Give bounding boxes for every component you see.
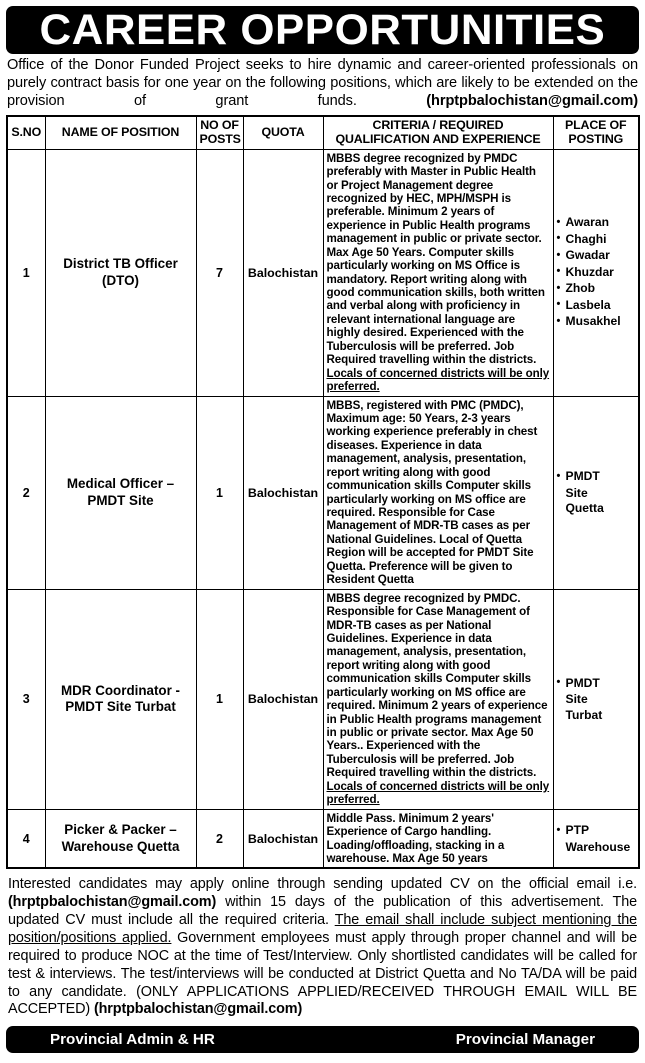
place-continuation-line: Site	[565, 692, 588, 707]
page-title: CAREER OPPORTUNITIES	[39, 6, 606, 54]
cell-place-of-posting	[553, 396, 639, 589]
cell-position-name: MDR Coordinator -PMDT Site Turbat	[45, 589, 196, 809]
note-part3: Government employees must apply through proper channel and will be required to produce NOC at the time of Test/Interview. Only shortlisted candidates will be called for test & interviews. The test/interviews will be conducted at District Quetta and No TA/DA will be paid to any candidate. (ONLY APPLICATIONS APPLIED/RECEIVED THROUGH EMAIL WILL BE ACCEPTED)	[8, 930, 637, 1018]
place-continuation-line: Quetta	[565, 501, 604, 516]
criteria-text: Middle Pass. Minimum 2 years' Experience of Cargo handling. Loading/offloading, stacking in a warehouse. Max Age 50 years	[326, 811, 505, 865]
cell-sno: 2	[7, 396, 45, 589]
place-list-item: • Khuzdar	[557, 265, 636, 280]
place-list-item: • PTP	[557, 823, 636, 838]
cell-criteria	[323, 396, 553, 589]
header-banner	[6, 6, 639, 54]
intro-email: (hrptpbalochistan@gmail.com)	[426, 92, 638, 109]
place-list-item: • Chaghi	[557, 232, 636, 247]
column-header-criteria: CRITERIA / REQUIRED QUALIFICATION AND EXPERIENCE	[323, 116, 553, 149]
note-underlined: The email shall include subject mentioning the position/positions applied.	[8, 912, 637, 946]
table-header-row	[7, 116, 639, 149]
criteria-underlined-text: Locals of concerned districts will be only preferred.	[326, 366, 550, 394]
criteria-underlined-text: Locals of concerned districts will be only preferred.	[326, 779, 550, 807]
cell-sno: 3	[7, 589, 45, 809]
column-header-name: NAME OF POSITION	[45, 116, 196, 149]
cell-quota: Balochistan	[243, 809, 323, 868]
table-row	[7, 809, 639, 868]
cell-position-name: District TB Officer (DTO)	[45, 149, 196, 396]
note-part2: within 15 days of the publication of this advertisement. The updated CV must include all the required criteria.	[8, 894, 637, 929]
note-email-1: (hrptpbalochistan@gmail.com)	[8, 894, 217, 911]
place-list	[557, 823, 636, 838]
place-continuation-line: Site	[565, 485, 588, 500]
column-header-sno: S.NO	[7, 116, 45, 149]
intro-paragraph	[7, 57, 638, 110]
cell-position-name: Picker & Packer – Warehouse Quetta	[45, 809, 196, 868]
place-list-item: • Musakhel	[557, 314, 636, 329]
note-email-2: (hrptpbalochistan@gmail.com)	[93, 1001, 303, 1018]
cell-sno: 1	[7, 149, 45, 396]
table-row	[7, 396, 639, 589]
place-continuation-line: Turbat	[565, 707, 603, 722]
cell-sno: 4	[7, 809, 45, 868]
column-header-posts: NO OF POSTS	[196, 116, 243, 149]
cell-position-name: Medical Officer – PMDT Site	[45, 396, 196, 589]
cell-no-of-posts: 2	[196, 809, 243, 868]
column-header-quota: QUOTA	[243, 116, 323, 149]
place-list-item: • Lasbela	[557, 298, 636, 313]
footer-bar	[6, 1026, 639, 1053]
place-list-item: • PMDT	[557, 469, 636, 484]
cell-criteria	[323, 149, 553, 396]
cell-place-of-posting	[553, 589, 639, 809]
place-list-item: • Gwadar	[557, 248, 636, 263]
footer-right-label: Provincial Manager	[455, 1031, 595, 1049]
positions-table	[6, 115, 640, 869]
place-list	[557, 469, 636, 484]
table-row	[7, 589, 639, 809]
criteria-text: MBBS, registered with PMC (PMDC), Maximum age: 50 Years, 2-3 years working experience preferably in chest diseases. Experience in data management, analysis, presentation, report writing along with good communication skills Computer skills particularly working on MS office are required. Responsible for Case Management of MDR-TB cases as per National Guidelines. Local of Quetta Region will be accepted for PMDT Site Quetta. Preference will be given to Resident Quetta	[326, 398, 538, 587]
place-list-item: • Zhob	[557, 281, 636, 296]
cell-no-of-posts: 1	[196, 396, 243, 589]
table-header	[7, 116, 639, 149]
place-list	[557, 676, 636, 691]
cell-place-of-posting	[553, 149, 639, 396]
footer-left-label: Provincial Admin & HR	[50, 1031, 215, 1049]
place-list-item: • PMDT	[557, 676, 636, 691]
criteria-text: MBBS degree recognized by PMDC preferably with Master in Public Health or Project Management degree recognized by HEC, MPH/MSPH is preferable. Minimum 2 years of experience in Public Health programs management in public or private sector. Max Age 50 Years. Computer skills particularly working on MS Office is mandatory. Report writing along with good communication skills, both written and verbal along with proficiency in relevant international language are highly desired. Experienced with the Tuberculosis will be preferred. Job Required travelling within the districts.	[326, 151, 545, 367]
cell-no-of-posts: 1	[196, 589, 243, 809]
place-continuation-line: Warehouse	[565, 839, 631, 854]
application-instructions	[8, 876, 637, 1019]
cell-quota: Balochistan	[243, 149, 323, 396]
place-list	[557, 215, 636, 329]
criteria-text: MBBS degree recognized by PMDC. Responsible for Case Management of MDR-TB cases as per National Guidelines. Experience in data management, analysis, presentation, report writing along with good communication skills Computer skills particularly working on MS office are required. Minimum 2 years of experience in Public Health programs management in public or private sector. Max Age 50 Years.. Experienced with the Tuberculosis will be preferred. Job Required travelling within the districts.	[326, 591, 548, 780]
cell-place-of-posting	[553, 809, 639, 868]
cell-criteria	[323, 809, 553, 868]
intro-text: Office of the Donor Funded Project seeks to hire dynamic and career-oriented professionals on purely contract basis for one year on the following positions, which are likely to be extended on the provision of grant funds.	[7, 57, 638, 109]
cell-criteria	[323, 589, 553, 809]
column-header-place: PLACE OF POSTING	[553, 116, 639, 149]
table-body	[7, 149, 639, 868]
note-part1: Interested candidates may apply online through sending updated CV on the official email i.e.	[8, 876, 637, 893]
table-row	[7, 149, 639, 396]
cell-quota: Balochistan	[243, 589, 323, 809]
cell-no-of-posts: 7	[196, 149, 243, 396]
cell-quota: Balochistan	[243, 396, 323, 589]
place-list-item: • Awaran	[557, 215, 636, 230]
